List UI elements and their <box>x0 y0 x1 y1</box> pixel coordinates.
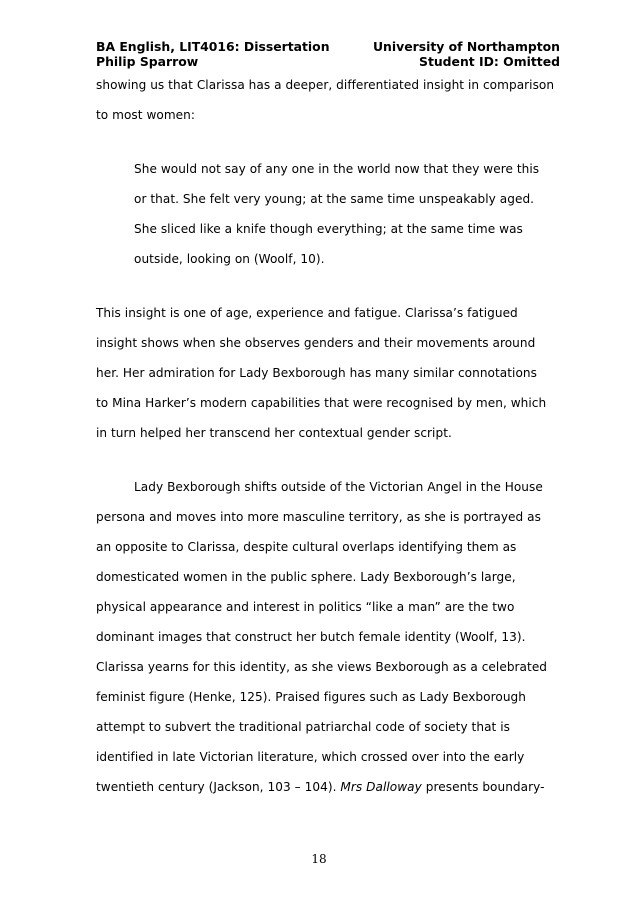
student-id: Student ID: Omitted <box>419 54 560 69</box>
paragraph-line: identified in late Victorian literature, which crossed over into the early <box>96 750 525 764</box>
quote-line: or that. She felt very young; at the same time unspeakably aged. <box>134 192 535 206</box>
paragraph-line: domesticated women in the public sphere. Lady Bexborough’s large, <box>96 570 516 584</box>
book-title: Mrs Dalloway <box>340 780 422 794</box>
paragraph-line: to most women: <box>96 108 196 122</box>
author-name: Philip Sparrow <box>96 54 199 69</box>
paragraph-line: feminist figure (Henke, 125). Praised figures such as Lady Bexborough <box>96 690 526 704</box>
paragraph-line: Lady Bexborough shifts outside of the Victorian Angel in the House <box>134 480 543 494</box>
paragraph-line: dominant images that construct her butch female identity (Woolf, 13). <box>96 630 526 644</box>
paragraph-line <box>96 780 545 795</box>
text-run: presents boundary- <box>421 780 545 794</box>
university-name: University of Northampton <box>372 39 560 54</box>
paragraph-line: physical appearance and interest in politics “like a man” are the two <box>96 600 515 614</box>
paragraph-line: her. Her admiration for Lady Bexborough has many similar connotations <box>96 366 537 380</box>
paragraph-line: insight shows when she observes genders and their movements around <box>96 336 536 350</box>
paragraph-line: in turn helped her transcend her contextual gender script. <box>96 426 452 440</box>
quote-line: She sliced like a knife though everything; at the same time was <box>134 222 523 236</box>
quote-line: She would not say of any one in the world now that they were this <box>134 162 540 176</box>
header-row-2 <box>96 54 560 69</box>
paragraph-line: persona and moves into more masculine territory, as she is portrayed as <box>96 510 541 524</box>
paragraph-line: to Mina Harker’s modern capabilities that were recognised by men, which <box>96 396 547 410</box>
header-row-1 <box>96 39 560 54</box>
paragraph-line: an opposite to Clarissa, despite cultural overlaps identifying them as <box>96 540 517 554</box>
course-title: BA English, LIT4016: Dissertation <box>96 39 330 54</box>
text-run: twentieth century (Jackson, 103 – 104). <box>96 780 341 794</box>
paragraph-line: showing us that Clarissa has a deeper, differentiated insight in comparison <box>96 78 555 92</box>
page-number: 18 <box>311 852 327 866</box>
paragraph-line: attempt to subvert the traditional patriarchal code of society that is <box>96 720 510 734</box>
paragraph-line: Clarissa yearns for this identity, as she views Bexborough as a celebrated <box>96 660 548 674</box>
quote-line: outside, looking on (Woolf, 10). <box>134 252 325 266</box>
paragraph-line: This insight is one of age, experience and fatigue. Clarissa’s fatigued <box>96 306 518 320</box>
